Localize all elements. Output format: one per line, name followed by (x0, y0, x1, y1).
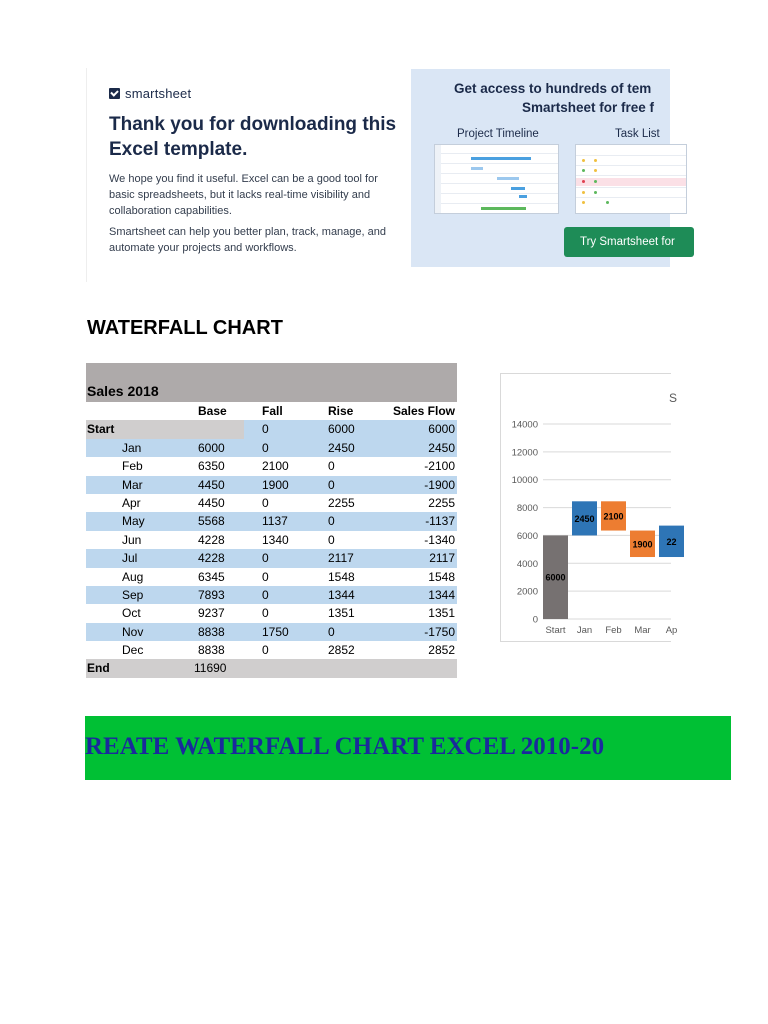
table-cell: 0 (328, 532, 335, 547)
table-cell: 8838 (198, 624, 225, 639)
table-cell: 0 (328, 459, 335, 474)
table-row-end (86, 659, 457, 677)
table-row (86, 623, 457, 641)
table-cell: 0 (262, 643, 269, 658)
table-cell: May (122, 514, 145, 529)
row-label: End (87, 661, 110, 676)
table-cell: 2852 (328, 643, 355, 658)
table-cell: 0 (328, 477, 335, 492)
table-cell: -1900 (424, 477, 455, 492)
table-cell: 6000 (198, 440, 225, 455)
table-cell: Oct (122, 606, 141, 621)
y-tick-label: 6000 (516, 530, 538, 542)
table-cell: 2255 (328, 495, 355, 510)
table-cell: 2852 (428, 643, 455, 658)
table-cell: -1340 (424, 532, 455, 547)
task-list-label: Task List (615, 128, 660, 140)
data-label: 1900 (632, 539, 653, 550)
table-cell: Jan (122, 440, 142, 455)
chart-title: S (669, 391, 678, 405)
column-header: Rise (328, 404, 354, 418)
y-tick-label: 12000 (511, 447, 538, 459)
try-smartsheet-button[interactable]: Try Smartsheet for (564, 227, 694, 257)
table-row (86, 568, 457, 586)
x-tick-label: Feb (605, 625, 622, 636)
table-cell: 4450 (198, 477, 225, 492)
table-cell: Feb (122, 459, 143, 474)
table-cell: 2100 (262, 459, 289, 474)
table-cell: 0 (262, 587, 269, 602)
table-cell: 6000 (428, 422, 455, 437)
promo-headline-line: Smartsheet for free f (522, 100, 655, 115)
table-cell: Dec (122, 643, 144, 658)
smartsheet-promo-banner[interactable] (411, 69, 675, 267)
table-cell: 1750 (262, 624, 289, 639)
x-tick-label: Mar (634, 625, 651, 636)
table-cell: 6345 (198, 569, 225, 584)
y-tick-label: 8000 (516, 503, 538, 515)
table-cell: 2117 (328, 551, 354, 566)
column-header: Base (198, 404, 227, 418)
table-cell: 11690 (194, 661, 227, 676)
table-row-start (86, 420, 457, 438)
project-timeline-label: Project Timeline (457, 128, 539, 140)
table-cell: Apr (122, 495, 141, 510)
data-label: 2100 (603, 511, 624, 522)
data-label: 22 (666, 536, 677, 547)
table-cell: 0 (328, 514, 335, 529)
table-cell: 1137 (262, 514, 288, 529)
table-row (86, 512, 457, 530)
column-header: Sales Flow (392, 404, 455, 418)
table-row (86, 586, 457, 604)
table-row (86, 641, 457, 659)
table-cell: 0 (262, 551, 269, 566)
x-tick-label: Start (545, 625, 566, 636)
table-cell: 6000 (328, 422, 355, 437)
table-cell: 0 (262, 606, 269, 621)
table-cell: 0 (262, 440, 269, 455)
table-row (86, 531, 457, 549)
brand-name: smartsheet (125, 86, 192, 101)
table-row (86, 604, 457, 622)
table-title-bar (86, 363, 457, 402)
table-row (86, 457, 457, 475)
sales-table (86, 363, 457, 678)
table-body (86, 439, 457, 660)
x-tick-label: Jan (576, 625, 593, 636)
table-cell: 1900 (262, 477, 289, 492)
table-cell: 0 (328, 624, 335, 639)
table-cell: 1351 (428, 606, 455, 621)
table-cell: 6350 (198, 459, 225, 474)
table-cell: 2450 (328, 440, 355, 455)
page-title: WATERFALL CHART (87, 317, 283, 339)
y-tick-label: 2000 (516, 586, 538, 598)
table-row (86, 549, 457, 567)
banner-paragraph: We hope you find it useful. Excel can be a good tool for basic spreadsheets, but it lacks real-time visibility and collaboration capabilities. (109, 173, 378, 217)
table-cell: 0 (262, 569, 269, 584)
table-cell: 1344 (328, 587, 355, 602)
footer-banner-text: REATE WATERFALL CHART EXCEL 2010-20 (85, 733, 605, 760)
table-cell: Jun (122, 532, 142, 547)
table-cell: 0 (262, 495, 269, 510)
waterfall-chart (500, 373, 678, 642)
smartsheet-logo-icon (109, 88, 120, 99)
footer-banner (85, 716, 731, 780)
table-cell: Aug (122, 569, 144, 584)
table-cell: 0 (262, 422, 269, 437)
table-cell: 2450 (428, 440, 455, 455)
smartsheet-logo (109, 86, 191, 101)
smartsheet-thank-you-banner (86, 68, 407, 282)
banner-heading: Thank you for downloading this Excel template. (109, 114, 397, 160)
table-cell: 1340 (262, 532, 289, 547)
x-tick-label: Ap (665, 625, 678, 636)
table-cell: 1351 (328, 606, 355, 621)
column-header: Fall (262, 404, 283, 418)
table-cell: 9237 (198, 606, 225, 621)
row-label: Start (87, 422, 115, 437)
table-cell: 7893 (198, 587, 225, 602)
table-cell: Mar (122, 477, 143, 492)
table-title: Sales 2018 (87, 383, 159, 399)
table-header-row (86, 402, 457, 420)
promo-headline-line: Get access to hundreds of tem (454, 81, 652, 96)
table-cell: 2117 (429, 551, 455, 566)
project-timeline-thumbnail (434, 144, 559, 214)
data-label: 2450 (574, 513, 595, 524)
table-cell: -1750 (424, 624, 455, 639)
y-tick-label: 14000 (511, 419, 538, 431)
table-cell: 4228 (198, 551, 225, 566)
table-cell: Sep (122, 587, 144, 602)
table-cell: 1548 (328, 569, 355, 584)
data-label: 6000 (545, 572, 566, 583)
banner-paragraph: Smartsheet can help you better plan, track, manage, and automate your projects and workflows. (109, 226, 386, 254)
table-cell: Jul (122, 551, 138, 566)
table-cell: 8838 (198, 643, 225, 658)
y-tick-label: 4000 (516, 558, 538, 570)
task-list-thumbnail (575, 144, 687, 214)
table-cell: 2255 (428, 495, 455, 510)
table-row (86, 476, 457, 494)
table-cell: 4450 (198, 495, 225, 510)
table-cell: 1548 (428, 569, 455, 584)
table-row (86, 494, 457, 512)
table-cell: 5568 (198, 514, 225, 529)
y-tick-label: 0 (532, 614, 538, 626)
y-tick-label: 10000 (511, 475, 538, 487)
table-row (86, 439, 457, 457)
table-cell: Nov (122, 624, 144, 639)
table-cell: 1344 (428, 587, 455, 602)
table-cell: 4228 (198, 532, 225, 547)
table-cell: -1137 (425, 514, 455, 529)
waterfall-chart-svg (501, 374, 678, 641)
table-cell: -2100 (424, 459, 455, 474)
